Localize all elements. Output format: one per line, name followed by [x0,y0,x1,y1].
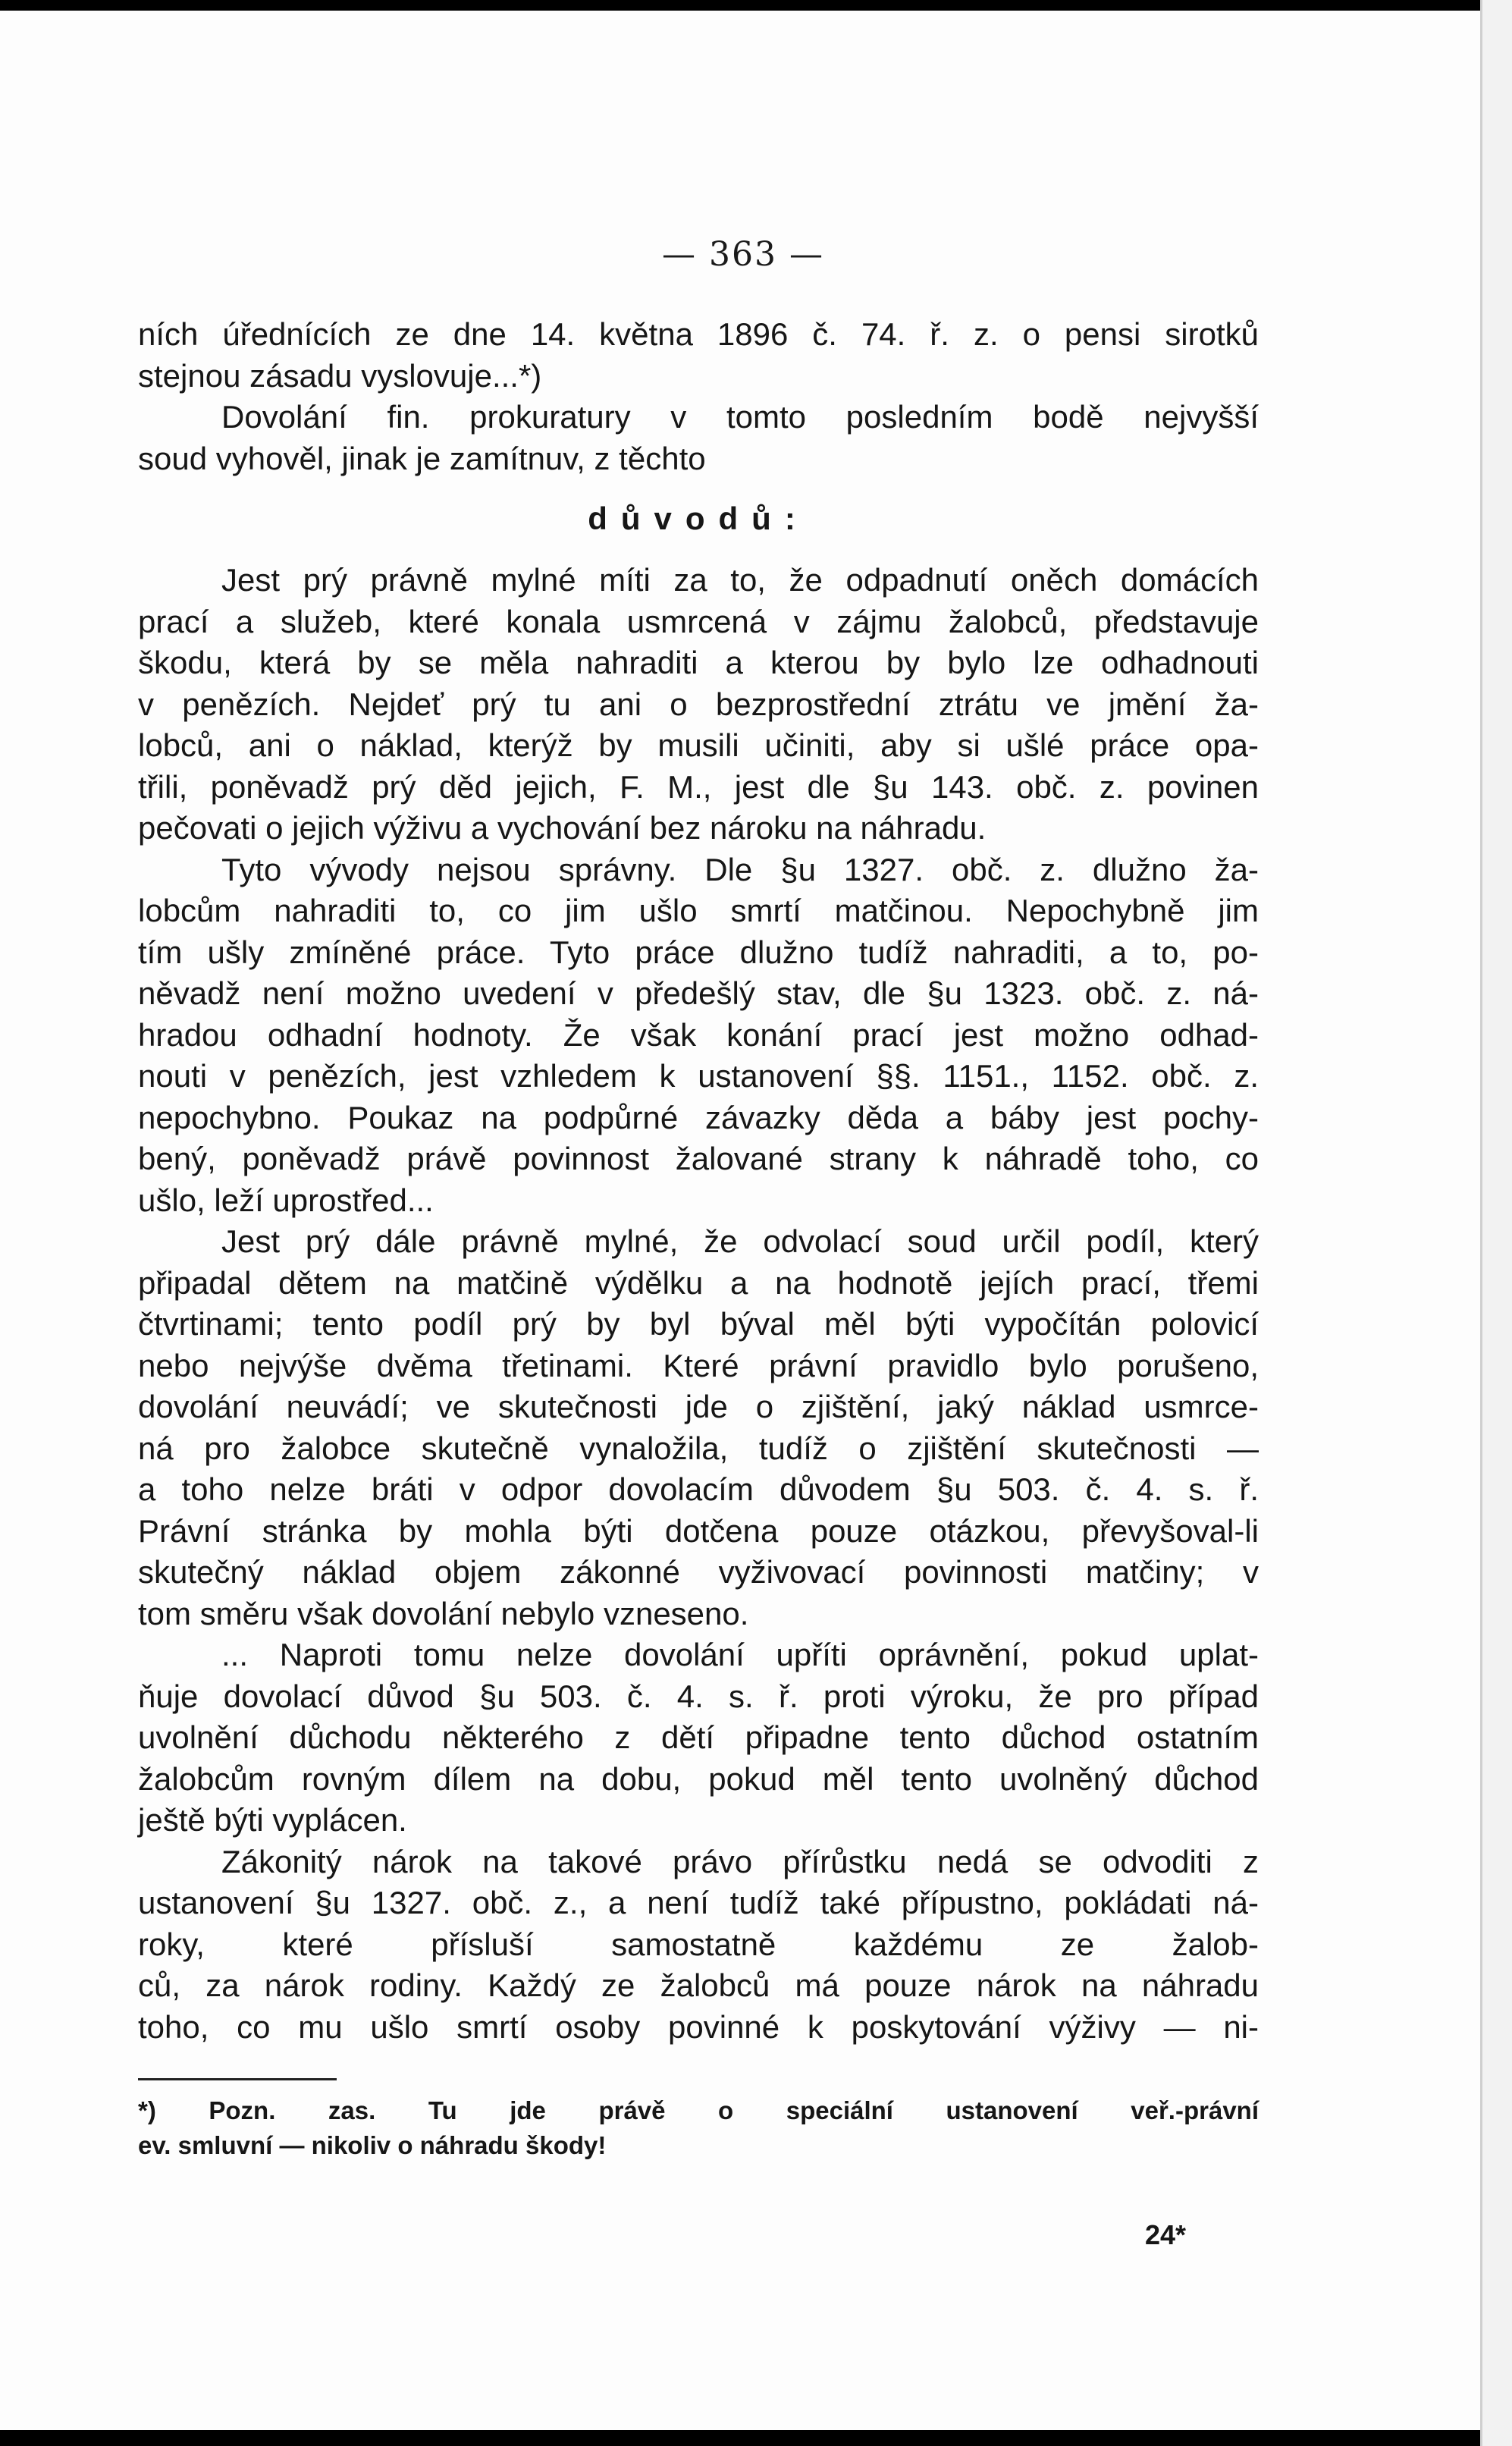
text-line: čtvrtinami; tento podíl prý by byl býval měl býti vypočítán polovicí [138,1306,1259,1342]
text-line: škodu, která by se měla nahraditi a kterou by bylo lze odhadnouti [138,645,1259,680]
text-line: a toho nelze bráti v odpor dovolacím důvodem §u 503. č. 4. s. ř. [138,1471,1259,1507]
text-line: stejnou zásadu vyslovuje...*) [138,357,542,394]
text-line: žalobcům rovným dílem na dobu, pokud měl tento uvolněný důchod [138,1760,1259,1797]
text-line: v penězích. Nejdeť prý tu ani o bezprostřední ztrátu ve jmění ža- [138,686,1259,722]
page-edge [1480,0,1512,2446]
text-line: ná pro žalobce skutečně vynaložila, tudíž o zjištění skutečnosti — [138,1430,1259,1466]
text-line: Jest prý dále právně mylné, že odvolací soud určil podíl, který [221,1223,1259,1259]
section-heading: důvodů: [588,501,809,536]
text-line: ních úřednících ze dne 14. května 1896 č. 74. ř. z. o pensi sirotků [138,316,1259,352]
text-line: ušlo, leží uprostřed... [138,1182,434,1218]
footnote-line: *) Pozn. zas. Tu jde právě o speciální ustanovení veř.-právní [138,2096,1259,2124]
text-line: tím ušly zmíněné práce. Tyto práce dlužno tudíž nahraditi, a to, po- [138,934,1259,970]
text-line: lobcům nahraditi to, co jim ušlo smrtí matčinou. Nepochybně jim [138,893,1259,928]
text-line: ustanovení §u 1327. obč. z., a není tudíž také přípustno, pokládati ná- [138,1885,1259,1920]
footnote [138,2093,1259,2163]
text-line: nouti v penězích, jest vzhledem k ustanovení §§. 1151., 1152. obč. z. [138,1058,1259,1094]
text-line: ... Naproti tomu nelze dovolání upříti oprávnění, pokud uplat- [221,1637,1259,1672]
text-line: skutečný náklad objem zákonné vyživovací povinnosti matčiny; v [138,1554,1259,1590]
text-line: Tyto vývody nejsou správny. Dle §u 1327. obč. z. dlužno ža- [221,851,1259,887]
text-line: Zákonitý nárok na takové právo přírůstku nedá se odvoditi z [221,1843,1259,1879]
text-line: dovolání neuvádí; ve skutečnosti jde o zjištění, jaký náklad usmrce- [138,1389,1259,1424]
document-page [0,11,1486,2430]
text-line: bený, poněvadž právě povinnost žalované strany k náhradě toho, co [138,1141,1259,1176]
text-line: ců, za nárok rodiny. Každý ze žalobců má pouze nárok na náhradu [138,1967,1259,2003]
text-line: roky, které přísluší samostatně každému ze žalob- [138,1926,1259,1962]
text-line: třili, poněvadž prý děd jejich, F. M., jest dle §u 143. obč. z. povinen [138,768,1259,805]
text-line: ňuje dovolací důvod §u 503. č. 4. s. ř. proti výroku, že pro případ [138,1678,1259,1714]
text-line: hradou odhadní hodnoty. Že však konání prací jest možno odhad- [138,1016,1259,1053]
text-line: Právní stránka by mohla býti dotčena pouze otázkou, převyšoval-li [138,1512,1259,1549]
text-line: ještě býti vyplácen. [138,1802,407,1838]
text-line: něvadž není možno uvedení v předešlý stav, dle §u 1323. obč. z. ná- [138,975,1259,1011]
text-line: nebo nejvýše dvěma třetinami. Které právní pravidlo bylo porušeno, [138,1347,1259,1383]
text-line: lobců, ani o náklad, kterýž by musili učiniti, aby si ušlé práce opa- [138,727,1259,763]
text-line: prací a služeb, které konala usmrcená v zájmu žalobců, představuje [138,603,1259,639]
text-line: Dovolání fin. prokuratury v tomto posledním bodě nejvyšší [221,399,1259,435]
text-line: tom směru však dovolání nebylo vzneseno. [138,1595,749,1631]
main-text [138,314,1259,2048]
text-line: připadal dětem na matčině výdělku a na hodnotě jejích prací, třemi [138,1264,1259,1301]
text-line: nepochybno. Poukaz na podpůrné závazky děda a báby jest pochy- [138,1099,1259,1135]
footnote-divider [138,2078,337,2080]
footnote-line: ev. smluvní — nikoliv o náhradu škody! [138,2131,607,2159]
text-line: uvolnění důchodu některého z dětí připadne tento důchod ostatním [138,1719,1259,1755]
text-line: soud vyhověl, jinak je zamítnuv, z těchto [138,440,706,476]
page-number: — 363 — [662,235,824,274]
text-line: toho, co mu ušlo smrtí osoby povinné k poskytování výživy — ni- [138,2008,1259,2045]
signature-mark: 24* [1145,2219,1187,2250]
text-line: pečovati o jejich výživu a vychování bez nároku na náhradu. [138,810,987,846]
text-line: Jest prý právně mylné míti za to, že odpadnutí oněch domácích [221,562,1259,598]
